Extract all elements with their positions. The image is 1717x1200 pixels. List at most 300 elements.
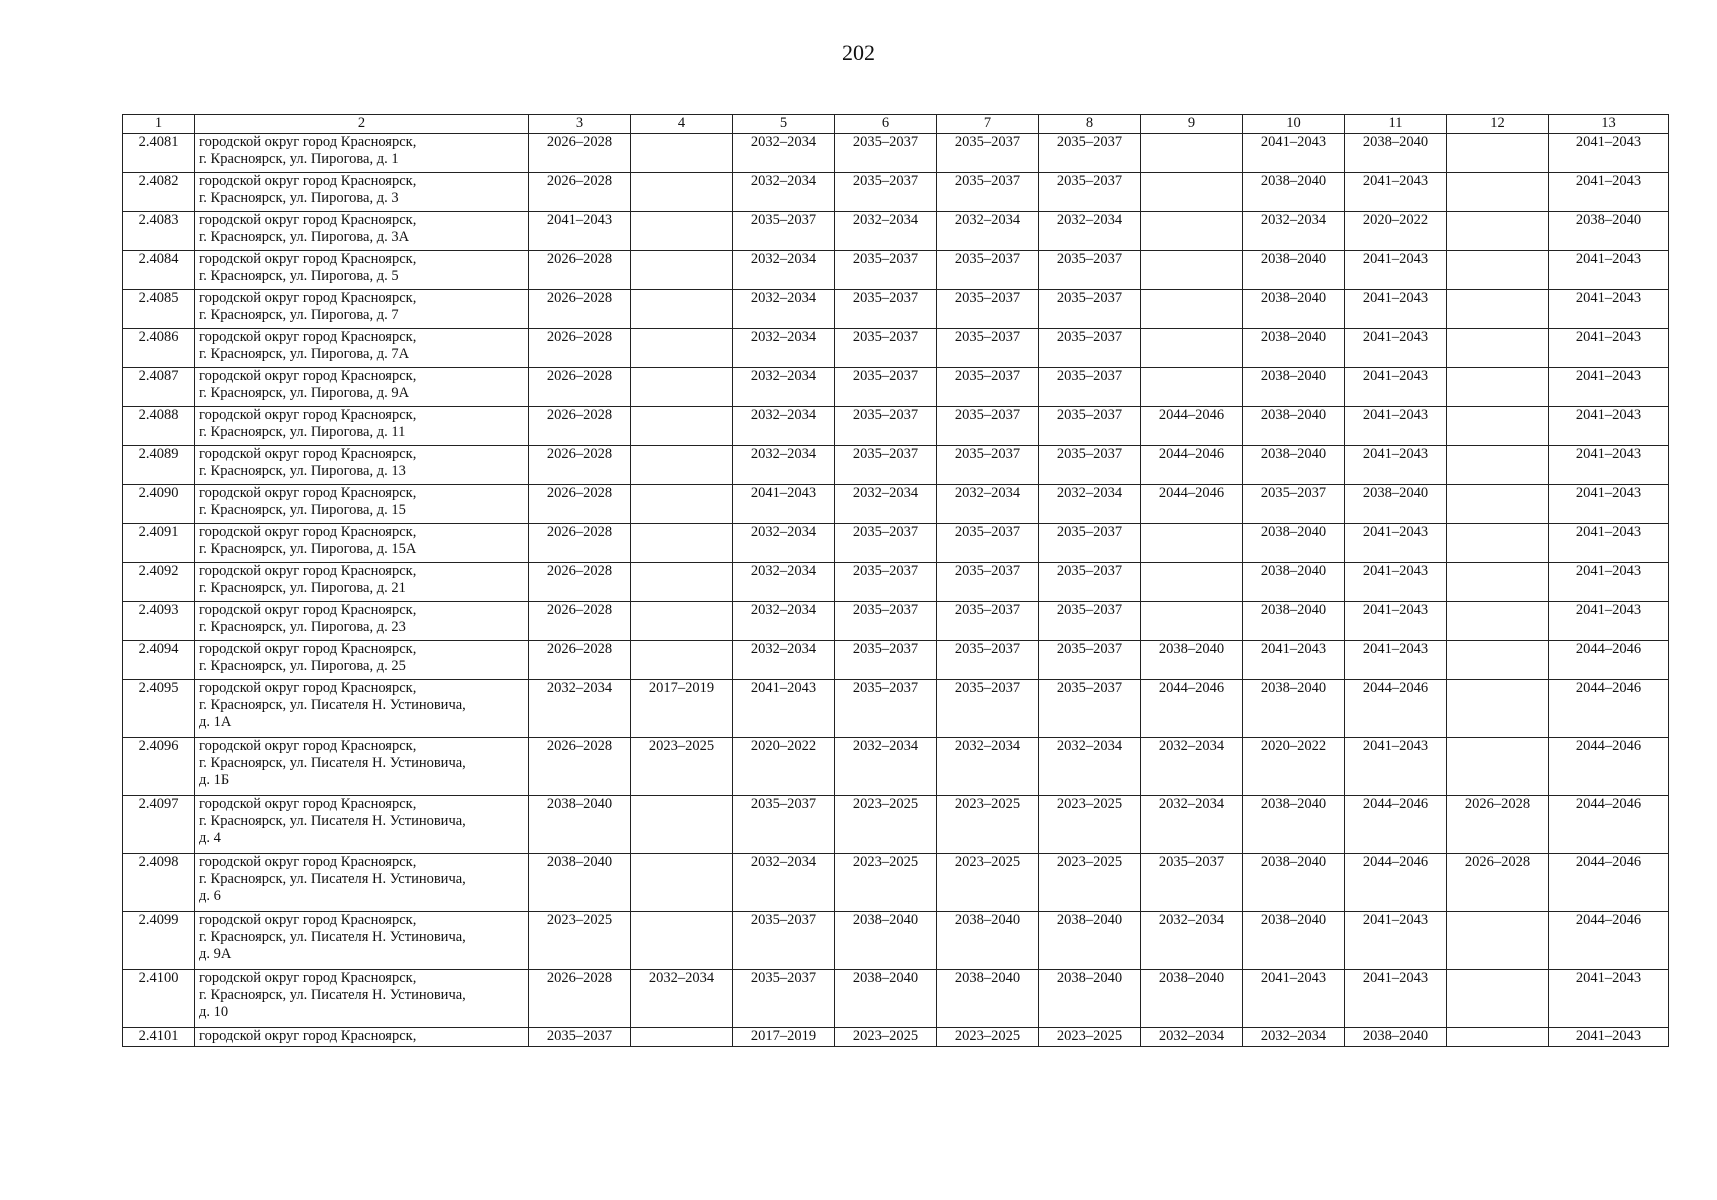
period-cell-col-4 [631,524,733,563]
address-line: г. Красноярск, ул. Пирогова, д. 15 [199,502,406,518]
address-cell [195,485,529,524]
period-cell-col-5: 2017–2019 [733,1028,835,1047]
column-number-header-row [123,115,1669,134]
row-number: 2.4083 [123,212,195,251]
period-cell-col-4 [631,854,733,912]
period-cell-col-8: 2035–2037 [1039,602,1141,641]
period-cell-col-6: 2035–2037 [835,641,937,680]
period-cell-col-5: 2020–2022 [733,738,835,796]
period-cell-col-4 [631,251,733,290]
period-cell-col-5: 2032–2034 [733,134,835,173]
table-row [123,602,1669,641]
period-cell-col-6: 2035–2037 [835,446,937,485]
address-line: городской округ город Красноярск, [199,641,417,657]
period-cell-col-12 [1447,290,1549,329]
period-cell-col-9 [1141,524,1243,563]
row-number: 2.4098 [123,854,195,912]
table-row [123,970,1669,1028]
period-cell-col-7: 2035–2037 [937,251,1039,290]
row-number: 2.4087 [123,368,195,407]
period-cell-col-11: 2041–2043 [1345,912,1447,970]
address-cell [195,854,529,912]
period-cell-col-4 [631,407,733,446]
period-cell-col-6: 2032–2034 [835,212,937,251]
address-line: г. Красноярск, ул. Пирогова, д. 21 [199,580,406,596]
period-cell-col-10: 2038–2040 [1243,912,1345,970]
address-line: г. Красноярск, ул. Пирогова, д. 9А [199,385,410,401]
period-cell-col-5: 2032–2034 [733,251,835,290]
table-row [123,251,1669,290]
period-cell-col-8: 2035–2037 [1039,329,1141,368]
period-cell-col-10: 2038–2040 [1243,251,1345,290]
period-cell-col-5: 2035–2037 [733,970,835,1028]
address-line: г. Красноярск, ул. Пирогова, д. 25 [199,658,406,674]
column-header-10: 10 [1243,115,1345,134]
period-cell-col-7: 2035–2037 [937,290,1039,329]
period-cell-col-13: 2044–2046 [1549,912,1669,970]
address-cell [195,1028,529,1047]
period-cell-col-9: 2044–2046 [1141,680,1243,738]
address-cell [195,796,529,854]
table-row [123,485,1669,524]
period-cell-col-8: 2038–2040 [1039,970,1141,1028]
row-number: 2.4084 [123,251,195,290]
address-line: городской округ город Красноярск, [199,563,417,579]
period-cell-col-12 [1447,641,1549,680]
period-cell-col-8: 2035–2037 [1039,680,1141,738]
period-cell-col-4 [631,173,733,212]
period-cell-col-8: 2032–2034 [1039,485,1141,524]
table-row [123,796,1669,854]
row-number: 2.4100 [123,970,195,1028]
period-cell-col-13: 2041–2043 [1549,134,1669,173]
table-row [123,854,1669,912]
period-cell-col-5: 2032–2034 [733,368,835,407]
period-cell-col-7: 2035–2037 [937,134,1039,173]
address-line: г. Красноярск, ул. Писателя Н. Устиновича, [199,871,466,887]
period-cell-col-11: 2041–2043 [1345,368,1447,407]
column-header-1: 1 [123,115,195,134]
period-cell-col-11: 2041–2043 [1345,738,1447,796]
period-cell-col-3: 2026–2028 [529,446,631,485]
period-cell-col-3: 2041–2043 [529,212,631,251]
period-cell-col-12 [1447,485,1549,524]
period-cell-col-8: 2038–2040 [1039,912,1141,970]
table-row [123,446,1669,485]
address-line: г. Красноярск, ул. Пирогова, д. 5 [199,268,399,284]
address-line: г. Красноярск, ул. Пирогова, д. 3А [199,229,410,245]
period-cell-col-10: 2038–2040 [1243,796,1345,854]
period-cell-col-10: 2035–2037 [1243,485,1345,524]
row-number: 2.4085 [123,290,195,329]
period-cell-col-9 [1141,290,1243,329]
row-number: 2.4082 [123,173,195,212]
address-cell [195,407,529,446]
period-cell-col-7: 2035–2037 [937,641,1039,680]
period-cell-col-3: 2026–2028 [529,563,631,602]
period-cell-col-6: 2035–2037 [835,329,937,368]
period-cell-col-6: 2035–2037 [835,563,937,602]
period-cell-col-7: 2023–2025 [937,1028,1039,1047]
period-cell-col-10: 2038–2040 [1243,602,1345,641]
period-cell-col-10: 2032–2034 [1243,1028,1345,1047]
address-cell [195,563,529,602]
table-row [123,738,1669,796]
period-cell-col-11: 2038–2040 [1345,1028,1447,1047]
address-line: городской округ город Красноярск, [199,680,417,696]
period-cell-col-12 [1447,738,1549,796]
period-cell-col-3: 2038–2040 [529,796,631,854]
period-cell-col-7: 2035–2037 [937,680,1039,738]
period-cell-col-7: 2023–2025 [937,854,1039,912]
period-cell-col-13: 2044–2046 [1549,680,1669,738]
period-cell-col-5: 2032–2034 [733,854,835,912]
period-cell-col-7: 2035–2037 [937,602,1039,641]
period-cell-col-12 [1447,446,1549,485]
period-cell-col-5: 2032–2034 [733,602,835,641]
period-cell-col-8: 2035–2037 [1039,524,1141,563]
period-cell-col-6: 2035–2037 [835,680,937,738]
row-number: 2.4081 [123,134,195,173]
period-cell-col-11: 2041–2043 [1345,524,1447,563]
address-cell [195,641,529,680]
address-line: городской округ город Красноярск, [199,212,417,228]
period-cell-col-7: 2035–2037 [937,407,1039,446]
period-cell-col-13: 2041–2043 [1549,329,1669,368]
period-cell-col-10: 2038–2040 [1243,290,1345,329]
period-cell-col-8: 2035–2037 [1039,290,1141,329]
period-cell-col-10: 2020–2022 [1243,738,1345,796]
period-cell-col-7: 2035–2037 [937,563,1039,602]
period-cell-col-10: 2038–2040 [1243,446,1345,485]
period-cell-col-4 [631,290,733,329]
period-cell-col-9: 2035–2037 [1141,854,1243,912]
row-number: 2.4092 [123,563,195,602]
period-cell-col-9: 2044–2046 [1141,485,1243,524]
address-line: г. Красноярск, ул. Писателя Н. Устиновича, [199,813,466,829]
table-row [123,173,1669,212]
period-cell-col-10: 2038–2040 [1243,680,1345,738]
period-cell-col-9 [1141,134,1243,173]
period-cell-col-7: 2023–2025 [937,796,1039,854]
period-cell-col-13: 2041–2043 [1549,970,1669,1028]
period-cell-col-3: 2032–2034 [529,680,631,738]
period-cell-col-6: 2032–2034 [835,738,937,796]
period-cell-col-13: 2041–2043 [1549,368,1669,407]
period-cell-col-3: 2026–2028 [529,290,631,329]
period-cell-col-8: 2035–2037 [1039,368,1141,407]
period-cell-col-12: 2026–2028 [1447,854,1549,912]
period-cell-col-7: 2038–2040 [937,970,1039,1028]
period-cell-col-5: 2032–2034 [733,641,835,680]
period-cell-col-12 [1447,368,1549,407]
period-cell-col-8: 2035–2037 [1039,134,1141,173]
period-cell-col-8: 2023–2025 [1039,796,1141,854]
period-cell-col-11: 2020–2022 [1345,212,1447,251]
period-cell-col-8: 2032–2034 [1039,738,1141,796]
period-cell-col-7: 2038–2040 [937,912,1039,970]
address-line: городской округ город Красноярск, [199,1028,417,1044]
table-row [123,329,1669,368]
row-number: 2.4093 [123,602,195,641]
period-cell-col-6: 2038–2040 [835,912,937,970]
period-cell-col-9: 2032–2034 [1141,1028,1243,1047]
period-cell-col-8: 2035–2037 [1039,563,1141,602]
period-cell-col-3: 2026–2028 [529,524,631,563]
period-cell-col-6: 2035–2037 [835,368,937,407]
row-number: 2.4097 [123,796,195,854]
column-header-6: 6 [835,115,937,134]
period-cell-col-13: 2041–2043 [1549,290,1669,329]
table-row [123,212,1669,251]
period-cell-col-12 [1447,134,1549,173]
period-cell-col-12 [1447,680,1549,738]
period-cell-col-11: 2041–2043 [1345,251,1447,290]
address-line: городской округ город Красноярск, [199,796,417,812]
period-cell-col-13: 2041–2043 [1549,1028,1669,1047]
period-cell-col-3: 2026–2028 [529,602,631,641]
row-number: 2.4101 [123,1028,195,1047]
address-cell [195,134,529,173]
period-cell-col-3: 2026–2028 [529,407,631,446]
period-cell-col-7: 2035–2037 [937,368,1039,407]
period-cell-col-3: 2026–2028 [529,173,631,212]
period-cell-col-10: 2038–2040 [1243,173,1345,212]
period-cell-col-12 [1447,970,1549,1028]
period-cell-col-6: 2023–2025 [835,854,937,912]
period-cell-col-7: 2035–2037 [937,524,1039,563]
page-number: 202 [842,40,875,65]
period-cell-col-10: 2032–2034 [1243,212,1345,251]
period-cell-col-5: 2032–2034 [733,446,835,485]
period-cell-col-5: 2041–2043 [733,485,835,524]
address-line: городской округ город Красноярск, [199,485,417,501]
row-number: 2.4095 [123,680,195,738]
address-cell [195,970,529,1028]
period-cell-col-5: 2032–2034 [733,524,835,563]
period-cell-col-6: 2023–2025 [835,796,937,854]
period-cell-col-9 [1141,329,1243,368]
period-cell-col-9 [1141,368,1243,407]
period-cell-col-9 [1141,173,1243,212]
period-cell-col-12: 2026–2028 [1447,796,1549,854]
period-cell-col-9 [1141,602,1243,641]
address-line: городской округ город Красноярск, [199,602,417,618]
period-cell-col-9: 2032–2034 [1141,796,1243,854]
period-cell-col-13: 2038–2040 [1549,212,1669,251]
address-line: г. Красноярск, ул. Пирогова, д. 11 [199,424,406,440]
address-cell [195,524,529,563]
period-cell-col-7: 2032–2034 [937,485,1039,524]
address-cell [195,173,529,212]
address-line: городской округ город Красноярск, [199,368,417,384]
period-cell-col-9 [1141,563,1243,602]
address-line: городской округ город Красноярск, [199,329,417,345]
address-line: городской округ город Красноярск, [199,407,417,423]
period-cell-col-4: 2032–2034 [631,970,733,1028]
period-cell-col-13: 2044–2046 [1549,641,1669,680]
address-cell [195,680,529,738]
address-line: городской округ город Красноярск, [199,912,417,928]
address-cell [195,329,529,368]
period-cell-col-3: 2026–2028 [529,329,631,368]
table-row [123,134,1669,173]
period-cell-col-8: 2023–2025 [1039,1028,1141,1047]
period-cell-col-11: 2041–2043 [1345,563,1447,602]
housing-repair-schedule-table [122,114,1669,1047]
column-header-5: 5 [733,115,835,134]
period-cell-col-5: 2035–2037 [733,796,835,854]
address-line: г. Красноярск, ул. Писателя Н. Устиновича, [199,755,466,771]
period-cell-col-9: 2038–2040 [1141,641,1243,680]
row-number: 2.4099 [123,912,195,970]
address-cell [195,290,529,329]
row-number: 2.4090 [123,485,195,524]
address-line: д. 4 [199,830,221,846]
address-line: городской округ город Красноярск, [199,854,417,870]
period-cell-col-8: 2035–2037 [1039,641,1141,680]
period-cell-col-8: 2023–2025 [1039,854,1141,912]
period-cell-col-4 [631,1028,733,1047]
address-line: д. 6 [199,888,221,904]
period-cell-col-12 [1447,212,1549,251]
address-line: городской округ город Красноярск, [199,290,417,306]
period-cell-col-5: 2032–2034 [733,173,835,212]
address-line: г. Красноярск, ул. Пирогова, д. 1 [199,151,399,167]
period-cell-col-4: 2023–2025 [631,738,733,796]
period-cell-col-9: 2032–2034 [1141,912,1243,970]
period-cell-col-13: 2041–2043 [1549,602,1669,641]
period-cell-col-13: 2041–2043 [1549,251,1669,290]
period-cell-col-5: 2032–2034 [733,290,835,329]
period-cell-col-11: 2038–2040 [1345,485,1447,524]
column-header-7: 7 [937,115,1039,134]
period-cell-col-10: 2038–2040 [1243,524,1345,563]
column-header-2: 2 [195,115,529,134]
address-line: городской округ город Красноярск, [199,173,417,189]
column-header-12: 12 [1447,115,1549,134]
table-row [123,524,1669,563]
row-number: 2.4088 [123,407,195,446]
period-cell-col-12 [1447,912,1549,970]
period-cell-col-5: 2032–2034 [733,563,835,602]
period-cell-col-12 [1447,251,1549,290]
period-cell-col-6: 2035–2037 [835,173,937,212]
period-cell-col-10: 2038–2040 [1243,407,1345,446]
period-cell-col-13: 2044–2046 [1549,796,1669,854]
period-cell-col-7: 2035–2037 [937,173,1039,212]
period-cell-col-13: 2041–2043 [1549,485,1669,524]
period-cell-col-6: 2023–2025 [835,1028,937,1047]
address-line: д. 1Б [199,772,230,788]
period-cell-col-4 [631,602,733,641]
address-line: городской округ город Красноярск, [199,134,417,150]
period-cell-col-12 [1447,1028,1549,1047]
period-cell-col-10: 2038–2040 [1243,854,1345,912]
period-cell-col-9 [1141,212,1243,251]
address-line: г. Красноярск, ул. Пирогова, д. 7А [199,346,410,362]
period-cell-col-4: 2017–2019 [631,680,733,738]
period-cell-col-9: 2044–2046 [1141,446,1243,485]
period-cell-col-12 [1447,602,1549,641]
period-cell-col-4 [631,134,733,173]
row-number: 2.4091 [123,524,195,563]
period-cell-col-11: 2041–2043 [1345,329,1447,368]
period-cell-col-12 [1447,173,1549,212]
period-cell-col-13: 2044–2046 [1549,854,1669,912]
period-cell-col-10: 2041–2043 [1243,641,1345,680]
period-cell-col-8: 2035–2037 [1039,407,1141,446]
address-line: г. Красноярск, ул. Пирогова, д. 23 [199,619,406,635]
period-cell-col-10: 2038–2040 [1243,563,1345,602]
period-cell-col-6: 2035–2037 [835,602,937,641]
period-cell-col-3: 2026–2028 [529,134,631,173]
period-cell-col-3: 2026–2028 [529,368,631,407]
address-line: г. Красноярск, ул. Пирогова, д. 3 [199,190,399,206]
period-cell-col-3: 2038–2040 [529,854,631,912]
period-cell-col-12 [1447,524,1549,563]
address-line: городской округ город Красноярск, [199,446,417,462]
period-cell-col-9: 2038–2040 [1141,970,1243,1028]
address-line: г. Красноярск, ул. Пирогова, д. 7 [199,307,399,323]
period-cell-col-6: 2035–2037 [835,524,937,563]
period-cell-col-5: 2035–2037 [733,212,835,251]
period-cell-col-8: 2032–2034 [1039,212,1141,251]
table-row [123,290,1669,329]
column-header-11: 11 [1345,115,1447,134]
column-header-8: 8 [1039,115,1141,134]
period-cell-col-7: 2032–2034 [937,738,1039,796]
period-cell-col-10: 2041–2043 [1243,970,1345,1028]
period-cell-col-11: 2044–2046 [1345,796,1447,854]
period-cell-col-8: 2035–2037 [1039,251,1141,290]
row-number: 2.4094 [123,641,195,680]
address-line: г. Красноярск, ул. Писателя Н. Устиновича, [199,697,466,713]
period-cell-col-13: 2041–2043 [1549,524,1669,563]
address-cell [195,738,529,796]
table-row [123,641,1669,680]
period-cell-col-3: 2026–2028 [529,970,631,1028]
period-cell-col-3: 2023–2025 [529,912,631,970]
period-cell-col-4 [631,446,733,485]
column-header-4: 4 [631,115,733,134]
period-cell-col-11: 2044–2046 [1345,680,1447,738]
period-cell-col-4 [631,212,733,251]
period-cell-col-6: 2035–2037 [835,407,937,446]
period-cell-col-11: 2041–2043 [1345,290,1447,329]
column-header-3: 3 [529,115,631,134]
period-cell-col-8: 2035–2037 [1039,173,1141,212]
period-cell-col-5: 2032–2034 [733,329,835,368]
period-cell-col-6: 2035–2037 [835,290,937,329]
period-cell-col-6: 2032–2034 [835,485,937,524]
row-number: 2.4096 [123,738,195,796]
address-cell [195,212,529,251]
address-cell [195,446,529,485]
address-cell [195,602,529,641]
period-cell-col-4 [631,368,733,407]
period-cell-col-8: 2035–2037 [1039,446,1141,485]
address-line: городской округ город Красноярск, [199,970,417,986]
period-cell-col-13: 2041–2043 [1549,446,1669,485]
period-cell-col-11: 2041–2043 [1345,970,1447,1028]
period-cell-col-7: 2035–2037 [937,329,1039,368]
address-line: г. Красноярск, ул. Писателя Н. Устиновича, [199,929,466,945]
period-cell-col-12 [1447,407,1549,446]
address-line: городской округ город Красноярск, [199,738,417,754]
period-cell-col-6: 2035–2037 [835,134,937,173]
period-cell-col-7: 2032–2034 [937,212,1039,251]
